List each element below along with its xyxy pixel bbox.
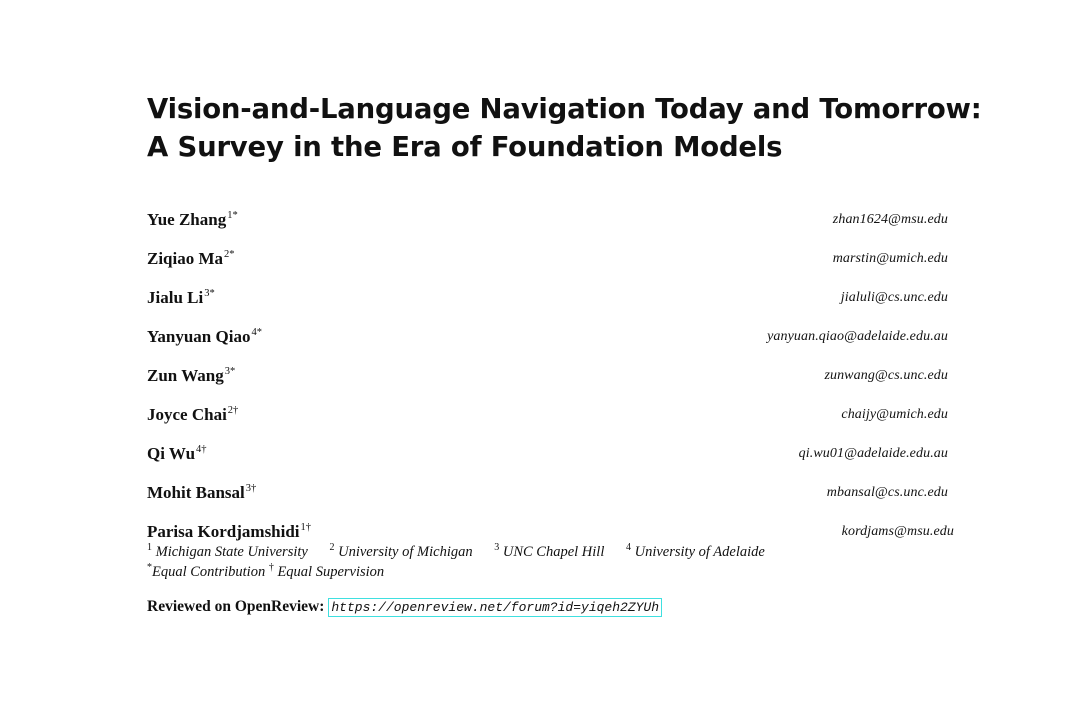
affiliation: $^1$ Michigan State University — [147, 542, 308, 560]
author-email[interactable]: jialuli@cs.unc.edu — [840, 290, 948, 305]
author-email[interactable]: yanyuan.qiao@adelaide.edu.au — [767, 329, 948, 344]
title-line-2: A Survey in the Era of Foundation Models — [147, 131, 783, 163]
author-name: Jialu $Li^{3*}$ — [147, 288, 215, 307]
author-name: Qi $Wu^{4\dagger}$ — [147, 444, 207, 463]
author-name: Joyce Chai$^{2\dagger}$ — [147, 405, 239, 424]
author-email[interactable]: kordjams@msu.edu — [841, 524, 954, 539]
author-email[interactable]: marstin@umich.edu — [832, 251, 948, 266]
author-name: Mohit Bansal$^{3\dagger}$ — [147, 483, 257, 502]
review-label: Reviewed on OpenReview: — [147, 598, 325, 615]
author-marks: 2† — [227, 405, 239, 416]
equal-contribution-note: Equal Contribution — [152, 564, 266, 580]
review-line — [147, 598, 662, 617]
author-name: Yanyuan Qiao$^{4*}$ — [147, 327, 262, 346]
author-marks: 3* — [224, 366, 236, 377]
author-marks: 1† — [300, 522, 312, 533]
author-email[interactable]: mbansal@cs.unc.edu — [826, 485, 948, 500]
affiliations — [147, 542, 783, 561]
title-line-1: Vision-and-Language Navigation Today and Tomorrow: — [147, 93, 982, 125]
author-email[interactable]: zhan1624@msu.edu — [832, 212, 948, 227]
author-name: Yue Zhang$^{1*}$ — [147, 210, 238, 229]
paper-title — [147, 90, 982, 166]
author-marks: 2* — [224, 249, 235, 260]
affiliation: $^3$ UNC Chapel Hill — [494, 542, 605, 560]
author-name: Zun Wang$^{3*}$ — [147, 366, 236, 385]
author-email[interactable]: qi.wu01@adelaide.edu.au — [798, 446, 948, 461]
author-marks: 3† — [245, 483, 257, 494]
equal-supervision-mark: † — [268, 562, 274, 573]
author-marks: 1* — [227, 210, 238, 221]
author-email[interactable]: chaijy@umich.edu — [841, 407, 948, 422]
author-name: Parisa Kordjamshidi$^{1\dagger}$ — [147, 522, 312, 541]
author-email[interactable]: zunwang@cs.unc.edu — [824, 368, 948, 383]
author-marks: 3* — [204, 288, 215, 299]
author-name: Ziqiao $Ma^{2*}$ — [147, 249, 235, 268]
equal-supervision-note: Equal Supervision — [277, 564, 385, 580]
openreview-link[interactable]: https://openreview.net/forum?id=yiqeh2ZYUh — [328, 598, 662, 617]
author-marks: 4* — [251, 327, 262, 338]
affiliation: $^4$ University of Adelaide — [626, 542, 765, 560]
author-marks: 4† — [196, 444, 207, 455]
contribution-notes — [147, 562, 384, 581]
equal-contribution-mark: * — [147, 562, 152, 573]
affiliation: $^2$ University of Michigan — [329, 542, 473, 560]
